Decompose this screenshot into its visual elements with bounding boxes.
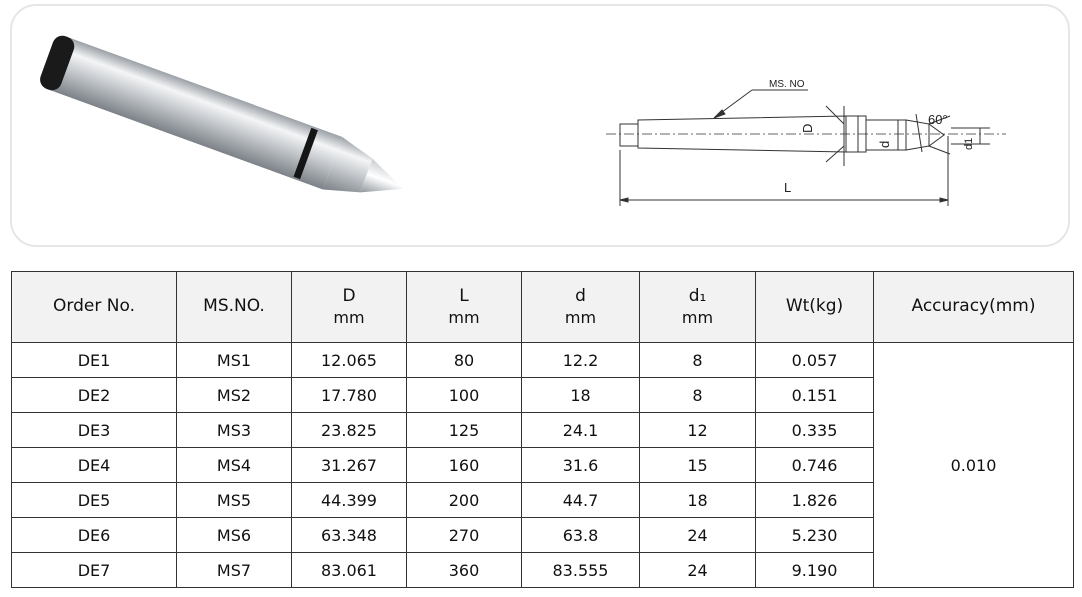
cell-l: 125 <box>407 413 522 448</box>
cell-l: 100 <box>407 378 522 413</box>
spec-table <box>11 271 1074 588</box>
cell-d-lower: 24.1 <box>522 413 640 448</box>
dim-d1-label: d1 <box>963 137 975 150</box>
cell-accuracy: 0.010 <box>874 343 1074 588</box>
cell-weight: 0.746 <box>756 448 874 483</box>
cell-order-no: DE4 <box>12 448 177 483</box>
cell-ms-no: MS6 <box>177 518 292 553</box>
ms-no-label: MS. NO <box>769 79 805 90</box>
cell-weight: 0.335 <box>756 413 874 448</box>
cell-ms-no: MS3 <box>177 413 292 448</box>
header-d1: d₁ mm <box>640 272 756 343</box>
cell-ms-no: MS7 <box>177 553 292 588</box>
cell-order-no: DE1 <box>12 343 177 378</box>
cell-l: 200 <box>407 483 522 518</box>
cell-l: 270 <box>407 518 522 553</box>
header-order-no: Order No. <box>12 272 177 343</box>
cell-d-upper: 63.348 <box>292 518 407 553</box>
cell-ms-no: MS5 <box>177 483 292 518</box>
cell-l: 160 <box>407 448 522 483</box>
cell-d1: 24 <box>640 518 756 553</box>
cell-d-lower: 83.555 <box>522 553 640 588</box>
cell-d-lower: 12.2 <box>522 343 640 378</box>
cell-d-upper: 17.780 <box>292 378 407 413</box>
cell-order-no: DE2 <box>12 378 177 413</box>
technical-drawing <box>606 70 1006 210</box>
header-weight: Wt(kg) <box>756 272 874 343</box>
header-ms-no: MS.NO. <box>177 272 292 343</box>
cell-order-no: DE6 <box>12 518 177 553</box>
cell-d1: 15 <box>640 448 756 483</box>
cell-order-no: DE5 <box>12 483 177 518</box>
cell-d1: 8 <box>640 378 756 413</box>
cell-d-lower: 44.7 <box>522 483 640 518</box>
header-d-upper: D mm <box>292 272 407 343</box>
header-d-lower: d mm <box>522 272 640 343</box>
cell-d1: 8 <box>640 343 756 378</box>
cell-d-upper: 23.825 <box>292 413 407 448</box>
cell-d-upper: 83.061 <box>292 553 407 588</box>
cell-d1: 24 <box>640 553 756 588</box>
dim-d-upper-label: D <box>800 123 815 133</box>
cell-weight: 0.151 <box>756 378 874 413</box>
cell-d-lower: 63.8 <box>522 518 640 553</box>
cell-order-no: DE7 <box>12 553 177 588</box>
cell-d-lower: 31.6 <box>522 448 640 483</box>
cell-d-upper: 44.399 <box>292 483 407 518</box>
cell-d-upper: 12.065 <box>292 343 407 378</box>
cell-d1: 12 <box>640 413 756 448</box>
cell-weight: 5.230 <box>756 518 874 553</box>
dim-d-lower-label: d <box>877 140 892 148</box>
cell-d-lower: 18 <box>522 378 640 413</box>
cell-ms-no: MS4 <box>177 448 292 483</box>
cell-weight: 9.190 <box>756 553 874 588</box>
cell-d1: 18 <box>640 483 756 518</box>
cell-d-upper: 31.267 <box>292 448 407 483</box>
cell-weight: 1.826 <box>756 483 874 518</box>
cell-order-no: DE3 <box>12 413 177 448</box>
dim-l-label: L <box>784 180 792 195</box>
cell-weight: 0.057 <box>756 343 874 378</box>
table-header-row <box>12 272 1074 343</box>
cell-l: 360 <box>407 553 522 588</box>
table-row <box>12 343 1074 378</box>
cell-ms-no: MS1 <box>177 343 292 378</box>
angle-label: 60° <box>928 112 948 127</box>
cell-ms-no: MS2 <box>177 378 292 413</box>
cell-l: 80 <box>407 343 522 378</box>
dead-center-photo <box>30 24 450 214</box>
header-accuracy: Accuracy(mm) <box>874 272 1074 343</box>
header-l: L mm <box>407 272 522 343</box>
